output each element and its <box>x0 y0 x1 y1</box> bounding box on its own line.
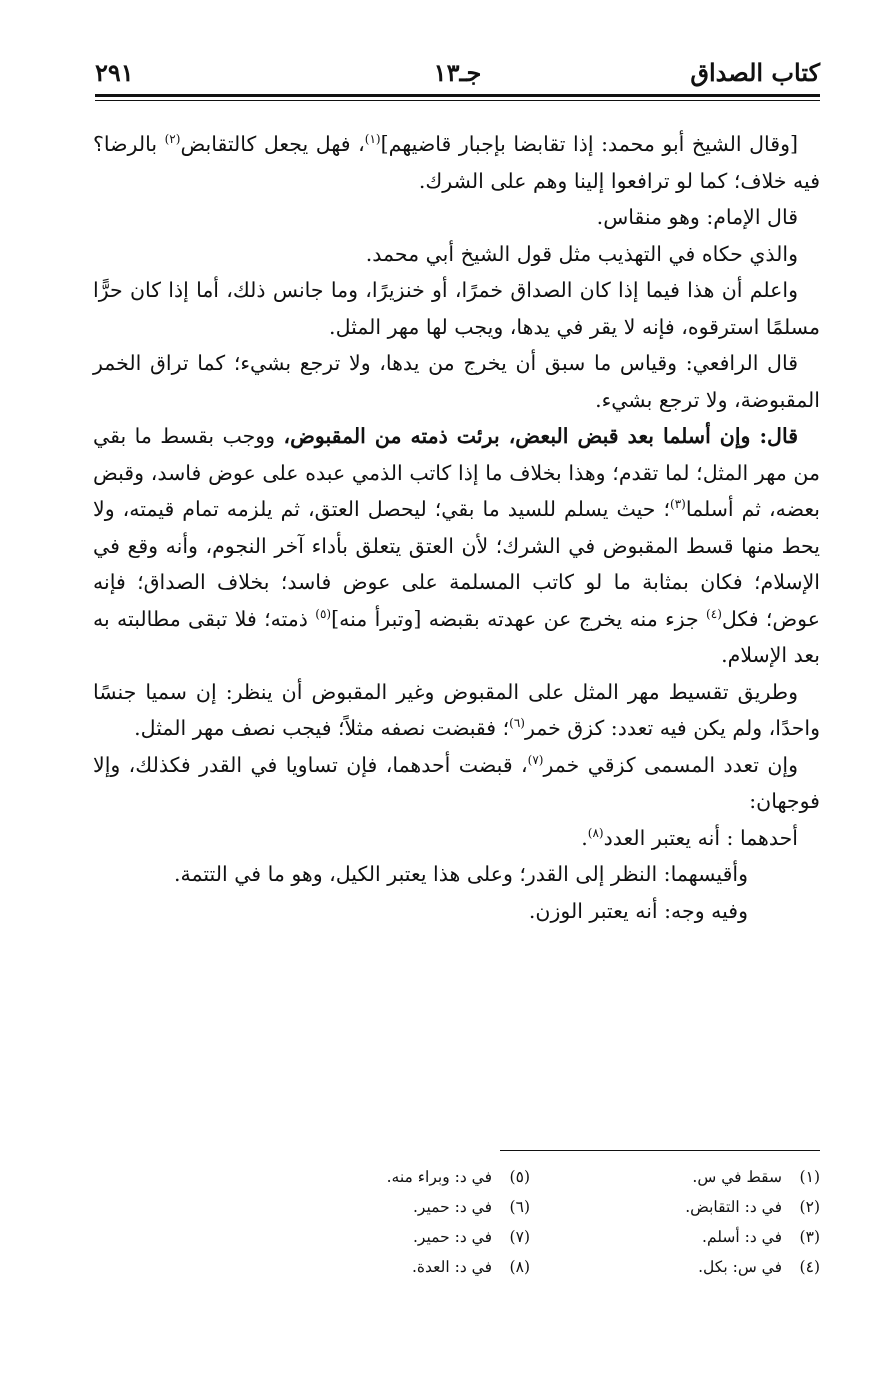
page-header <box>95 58 820 92</box>
footnote-number: (١) <box>799 1168 820 1186</box>
footnote-number: (٥) <box>509 1168 530 1186</box>
footnote <box>240 1222 530 1252</box>
paragraph <box>93 820 820 857</box>
footnote-text: في س: بكل. <box>698 1258 782 1276</box>
volume-label: جـ١٣ <box>433 58 482 87</box>
footnote-ref: (١) <box>364 132 381 147</box>
footnote-number: (٣) <box>799 1228 820 1246</box>
footnote <box>530 1162 820 1192</box>
footnote-number: (٦) <box>509 1198 530 1216</box>
footnotes <box>240 1162 820 1282</box>
footnote <box>530 1222 820 1252</box>
bold-lead: قال: وإن أسلما بعد قبض البعض، برئت ذمته من المقبوض، <box>283 424 798 448</box>
paragraph <box>93 674 820 747</box>
footnote-ref: (٣) <box>670 497 686 512</box>
paragraph-text: [وقال الشيخ أبو محمد: إذا تقابضا بإجبار قاضيهم]$^{(١)}$، فهل يجعل كالتقابض$^{(٢)}$ بالرضا؟ فيه خلاف؛ كما لو ترافعوا إلينا وهم على الشرك. <box>93 132 820 193</box>
paragraph <box>93 199 820 236</box>
paragraph <box>93 272 820 345</box>
paragraph-text: وإن تعدد المسمى كزقي خمر$^{(٧)}$، قبضت أحدهما، فإن تساويا في القدر فكذلك، وإلا فوجهان: <box>93 752 820 813</box>
paragraph-text: قال الرافعي: وقياس ما سبق أن يخرج من يدها، ولا ترجع بشيء؛ كما تراق الخمر المقبوضة، ولا ترجع بشيء. <box>93 351 820 412</box>
footnote-ref: (٤) <box>706 606 722 621</box>
footnote-number: (٤) <box>799 1258 820 1276</box>
paragraph <box>93 747 820 820</box>
footnote-text: في د: حمير. <box>412 1198 492 1216</box>
footnote-text: في د: وبراء منه. <box>386 1168 492 1186</box>
paragraph <box>93 856 820 893</box>
footnote-text: في د: التقابض. <box>685 1198 782 1216</box>
paragraph-text: قال الإمام: وهو منقاس. <box>596 205 798 229</box>
paragraph-text: أحدهما : أنه يعتبر العدد$^{(٨)}$. <box>581 825 798 850</box>
footnote-text: سقط في س. <box>692 1168 782 1186</box>
paragraph <box>93 418 820 674</box>
footnote-text: في د: أسلم. <box>702 1228 782 1246</box>
paragraph-text: ووجب بقسط ما بقي من مهر المثل؛ لما تقدم؛ وهذا بخلاف ما إذا كاتب الذمي عبده على عوض فاسد، وقبض بعضه، ثم أسلما$^{(٣)}$؛ حيث يسلم للسيد ما بقي؛ ليحصل العتق، ثم يلزمه تمام قيمته، ولا يحط منها قسط المقبوض في الشرك؛ لأن العتق يتعلق بأداء آخر النجوم، وأنه وقع في الإسلام؛ فكان بمثابة ما لو كاتب المسلمة على عوض فاسد؛ بخلاف الصداق؛ فإنه عوض؛ فكل$^{(٤)}$ جزء منه يخرج عن عهدته بقبضه [وتبرأ منه]$^{(٥)}$ ذمته؛ فلا تبقى مطالبته به بعد الإسلام. <box>93 424 820 667</box>
paragraph-text: وفيه وجه: أنه يعتبر الوزن. <box>528 898 748 923</box>
footnote <box>240 1252 530 1282</box>
footnote-number: (٧) <box>509 1228 530 1246</box>
paragraph <box>93 345 820 418</box>
paragraph-text: واعلم أن هذا فيما إذا كان الصداق خمرًا، أو خنزيرًا، وما جانس ذلك، أما إذا كان حرًّا مسلمًا استرقوه، فإنه لا يقر في يدها، ويجب لها مهر المثل. <box>93 278 820 339</box>
footnote-ref: (٥) <box>315 606 332 621</box>
footnote-ref: (٧) <box>527 752 544 767</box>
footnote-rule <box>500 1150 820 1151</box>
header-rule-thin <box>95 100 820 101</box>
footnote <box>530 1252 820 1282</box>
footnote-number: (٢) <box>799 1198 820 1216</box>
footnote-ref: (٦) <box>509 716 525 731</box>
header-rule <box>95 94 820 97</box>
paragraph <box>93 893 820 930</box>
paragraph-text: وأقيسهما: النظر إلى القدر؛ وعلى هذا يعتبر الكيل، وهو ما في التتمة. <box>174 862 748 886</box>
footnotes-column-right <box>530 1162 820 1282</box>
paragraph-text: وطريق تقسيط مهر المثل على المقبوض وغير المقبوض أن ينظر: إن سميا جنسًا واحدًا، ولم يكن فيه تعدد: كزق خمر$^{(٦)}$؛ فقبضت نصفه مثلاً؛ فيجب نصف مهر المثل. <box>93 679 820 740</box>
footnotes-column-left <box>240 1162 530 1282</box>
footnote-text: في د: العدة. <box>412 1258 492 1276</box>
footnote <box>240 1162 530 1192</box>
footnote <box>240 1192 530 1222</box>
footnote <box>530 1192 820 1222</box>
footnote-text: في د: حمير. <box>412 1228 492 1246</box>
footnote-ref: (٨) <box>587 825 604 840</box>
page-number: ٢٩١ <box>95 58 134 87</box>
footnote-ref: (٢) <box>164 132 181 147</box>
paragraph-text: والذي حكاه في التهذيب مثل قول الشيخ أبي محمد. <box>365 241 798 266</box>
paragraph <box>93 126 820 199</box>
paragraph <box>93 236 820 273</box>
main-text <box>93 126 820 929</box>
footnote-number: (٨) <box>509 1258 530 1276</box>
book-title: كتاب الصداق <box>690 58 820 87</box>
